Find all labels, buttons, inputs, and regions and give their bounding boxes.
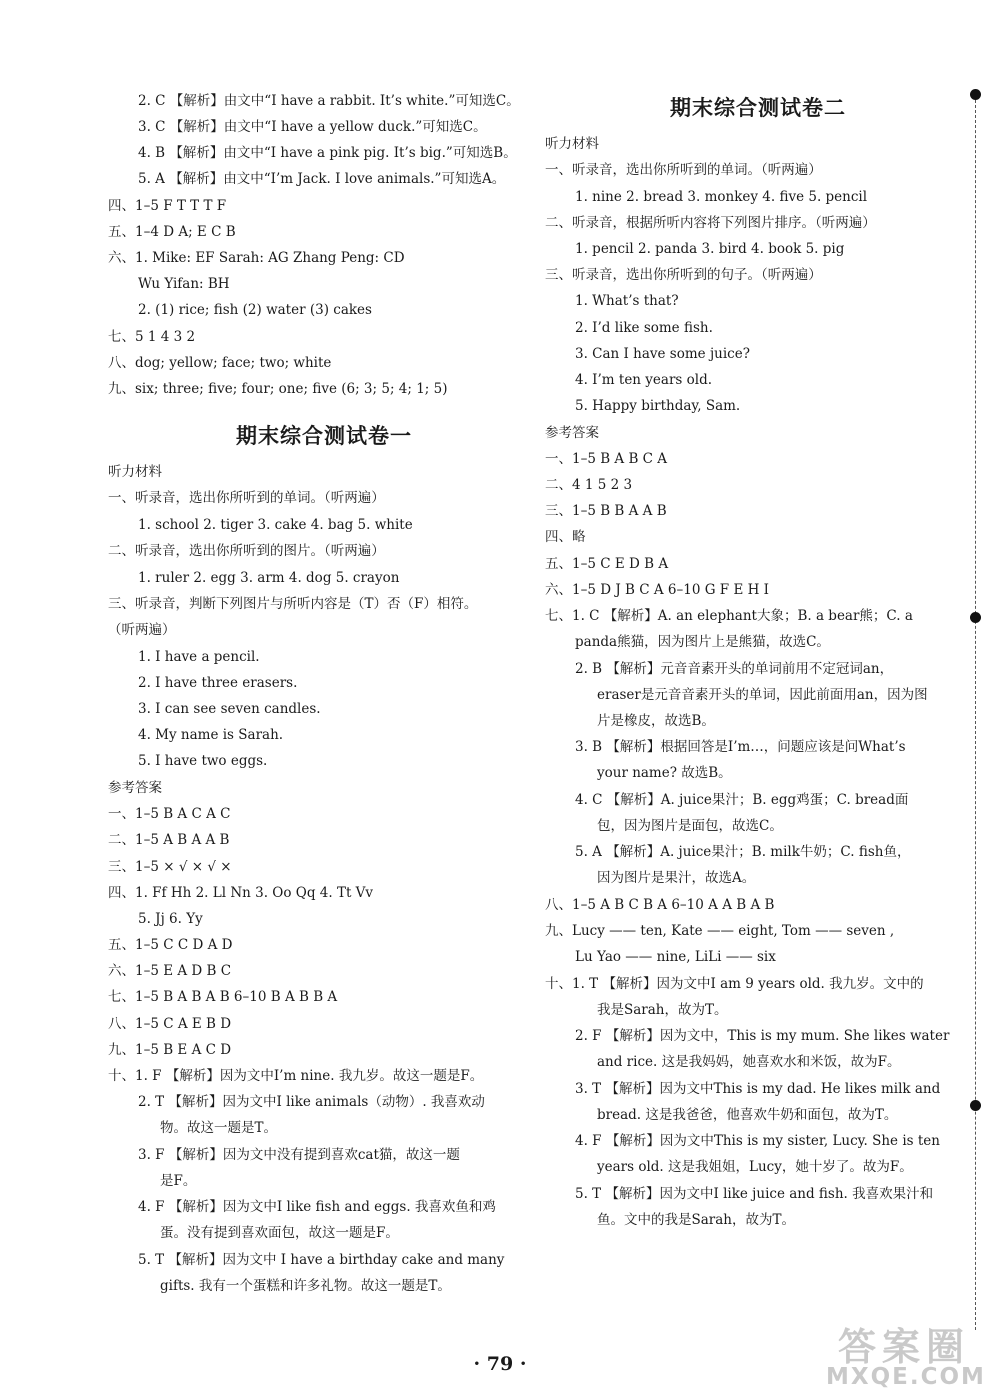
text-line: 5. Jj 6. Yy	[138, 911, 203, 927]
text-line: 4. F 【解析】因为文中I like fish and eggs. 我喜欢鱼和鸡	[138, 1199, 496, 1215]
text-line: gifts. 我有一个蛋糕和许多礼物。故这一题是T。	[160, 1278, 451, 1294]
text-line: 1. I have a pencil.	[138, 649, 260, 665]
text-line: 三、1–5 × √ × √ ×	[108, 859, 232, 875]
answer-line: 3. C 【解析】由文中“I have a yellow duck.”可知选C。	[138, 119, 487, 135]
text-line: 包，因为图片是面包，故选C。	[597, 818, 783, 834]
text-line: 4. C 【解析】A. juice果汁；B. egg鸡蛋；C. bread面	[575, 792, 909, 808]
text-line: 1. ruler 2. egg 3. arm 4. dog 5. crayon	[138, 570, 400, 586]
text-line: 3. F 【解析】因为文中没有提到喜欢cat猫，故这一题	[138, 1147, 460, 1163]
text-line: 三、1–5 B B A A B	[545, 503, 667, 519]
text-line: 一、1–5 B A C A C	[108, 806, 231, 822]
text-line: 2. I have three erasers.	[138, 675, 298, 691]
text-line: 2. T 【解析】因为文中I like animals（动物）. 我喜欢动	[138, 1094, 485, 1110]
text-line: 1. nine 2. bread 3. monkey 4. five 5. pencil	[575, 189, 868, 205]
answer-line: Wu Yifan: BH	[138, 276, 230, 292]
text-line: 十、1. T 【解析】因为文中I am 9 years old. 我九岁。文中的	[545, 976, 924, 992]
text-line: 4. F 【解析】因为文中This is my sister, Lucy. She is ten	[575, 1133, 940, 1149]
text-line: 九、Lucy —— ten, Kate —— eight, Tom —— seven ,	[545, 923, 895, 939]
answer-line: 七、5 1 4 3 2	[108, 329, 196, 345]
page-number: · 79 ·	[473, 1353, 527, 1375]
text-line: 我是Sarah，故为T。	[597, 1002, 728, 1018]
answer-line: 四、1–5 F T T T F	[108, 198, 227, 214]
text-line: 物。故这一题是T。	[160, 1120, 278, 1136]
binding-dot	[970, 612, 981, 623]
watermark-top-text: 答案圈	[837, 1325, 970, 1369]
text-line: 参考答案	[108, 780, 162, 796]
text-line: 是F。	[160, 1173, 197, 1189]
answer-line: 2. (1) rice; fish (2) water (3) cakes	[138, 302, 372, 318]
text-line: 2. F 【解析】因为文中，This is my mum. She likes water	[575, 1028, 950, 1044]
text-line: Lu Yao —— nine, LiLi —— six	[575, 949, 776, 965]
text-line: 参考答案	[545, 425, 599, 441]
text-line: 八、1–5 A B C B A 6–10 A A B A B	[545, 897, 775, 913]
text-line: 听力材料	[108, 464, 162, 480]
answer-line: 八、dog; yellow; face; two; white	[108, 355, 332, 371]
binding-dashed-line	[975, 90, 976, 1330]
text-line: 七、1–5 B A B A B 6–10 B A B B A	[108, 989, 338, 1005]
section-title: 期末综合测试卷二	[670, 96, 846, 120]
text-line: 鱼。文中的我是Sarah，故为T。	[597, 1212, 795, 1228]
text-line: 1. pencil 2. panda 3. bird 4. book 5. pig	[575, 241, 845, 257]
text-line: 一、听录音，选出你所听到的单词。（听两遍）	[108, 490, 385, 506]
text-line: 2. I’d like some fish.	[575, 320, 713, 336]
text-line: 5. Happy birthday, Sam.	[575, 398, 741, 414]
text-line: 六、1–5 E A D B C	[108, 963, 232, 979]
text-line: 1. What’s that?	[575, 293, 679, 309]
text-line: 三、听录音，选出你所听到的句子。（听两遍）	[545, 267, 822, 283]
binding-dot	[970, 89, 981, 100]
text-line: your name? 故选B。	[597, 765, 732, 781]
text-line: 二、1–5 A B A A B	[108, 832, 230, 848]
text-line: 五、1–5 C E D B A	[545, 556, 669, 572]
watermark-bottom-text: MXQE.COM	[826, 1364, 986, 1390]
text-line: 三、听录音，判断下列图片与所听内容是（T）否（F）相符。	[108, 596, 478, 612]
answer-line: 六、1. Mike: EF Sarah: AG Zhang Peng: CD	[108, 250, 405, 266]
text-line: 二、4 1 5 2 3	[545, 477, 633, 493]
text-line: 4. My name is Sarah.	[138, 727, 284, 743]
text-line: years old. 这是我姐姐，Lucy，她十岁了。故为F。	[597, 1159, 913, 1175]
text-line: 八、1–5 C A E B D	[108, 1016, 232, 1032]
answer-line: 五、1–4 D A; E C B	[108, 224, 236, 240]
text-line: panda熊猫，因为图片上是熊猫，故选C。	[575, 634, 830, 650]
text-line: 四、略	[545, 529, 586, 545]
text-line: eraser是元音音素开头的单词，因此前面用an，因为图	[597, 687, 928, 703]
text-line: 十、1. F 【解析】因为文中I’m nine. 我九岁。故这一题是F。	[108, 1068, 484, 1084]
binding-dot	[970, 1100, 981, 1111]
watermark-logo	[826, 1316, 986, 1396]
text-line: 3. B 【解析】根据回答是I’m…，问题应该是问What’s	[575, 739, 906, 755]
text-line: 5. I have two eggs.	[138, 753, 268, 769]
text-line: 五、1–5 C C D A D	[108, 937, 233, 953]
text-line: 1. school 2. tiger 3. cake 4. bag 5. white	[138, 517, 413, 533]
text-line: 5. T 【解析】因为文中I like juice and fish. 我喜欢果汁和	[575, 1186, 934, 1202]
text-line: 六、1–5 D J B C A 6–10 G F E H I	[545, 582, 769, 598]
text-line: 四、1. Ff Hh 2. Ll Nn 3. Oo Qq 4. Tt Vv	[108, 885, 374, 901]
text-line: 九、1–5 B E A C D	[108, 1042, 232, 1058]
text-line: 二、听录音，根据所听内容将下列图片排序。（听两遍）	[545, 215, 876, 231]
text-line: bread. 这是我爸爸，他喜欢牛奶和面包，故为T。	[597, 1107, 898, 1123]
text-line: 3. Can I have some juice?	[575, 346, 750, 362]
text-line: 一、1–5 B A B C A	[545, 451, 668, 467]
text-line: 一、听录音，选出你所听到的单词。（听两遍）	[545, 162, 822, 178]
text-line: 3. T 【解析】因为文中This is my dad. He likes milk and	[575, 1081, 941, 1097]
text-line: 听力材料	[545, 136, 599, 152]
text-line: 因为图片是果汁，故选A。	[597, 870, 756, 886]
text-line: 3. I can see seven candles.	[138, 701, 321, 717]
text-line: 5. T 【解析】因为文中 I have a birthday cake and many	[138, 1252, 505, 1268]
answer-line: 2. C 【解析】由文中“I have a rabbit. It’s white.”可知选C。	[138, 93, 520, 109]
text-line: 4. I’m ten years old.	[575, 372, 713, 388]
text-line: 5. A 【解析】A. juice果汁；B. milk牛奶；C. fish鱼，	[575, 844, 911, 860]
text-line: 片是橡皮，故选B。	[597, 713, 715, 729]
text-line: and rice. 这是我妈妈，她喜欢水和米饭，故为F。	[597, 1054, 901, 1070]
answer-line: 5. A 【解析】由文中“I’m Jack. I love animals.”可知选A。	[138, 171, 506, 187]
text-line: 蛋。没有提到喜欢面包，故这一题是F。	[160, 1225, 399, 1241]
text-line: （听两遍）	[108, 622, 176, 638]
answer-line: 4. B 【解析】由文中“I have a pink pig. It’s big.”可知选B。	[138, 145, 517, 161]
text-line: 七、1. C 【解析】A. an elephant大象；B. a bear熊；C. a	[545, 608, 913, 624]
section-title: 期末综合测试卷一	[236, 424, 412, 448]
text-line: 2. B 【解析】元音音素开头的单词前用不定冠词an，	[575, 661, 894, 677]
answer-line: 九、six; three; five; four; one; five (6; 3; 5; 4; 1; 5)	[108, 381, 448, 397]
text-line: 二、听录音，选出你所听到的图片。（听两遍）	[108, 543, 385, 559]
